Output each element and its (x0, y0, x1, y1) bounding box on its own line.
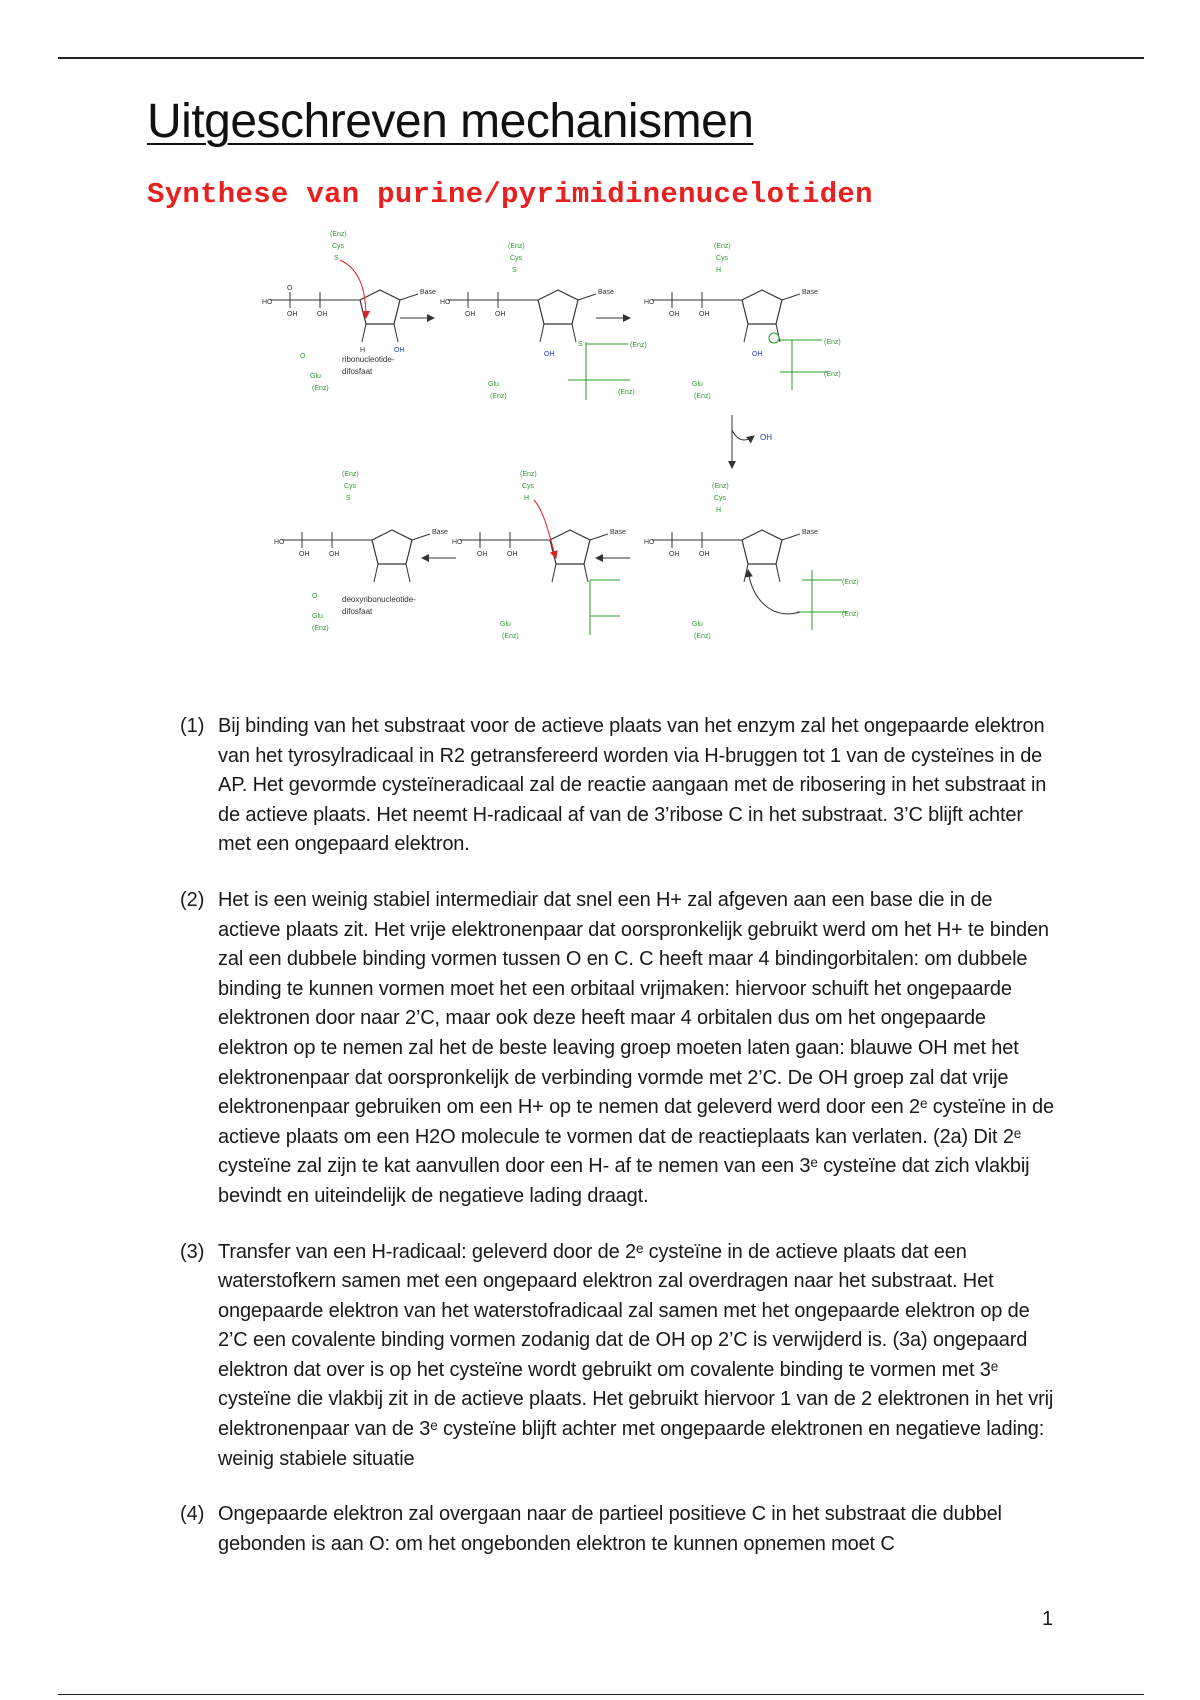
svg-text:difosfaat: difosfaat (342, 607, 373, 616)
svg-text:OH: OH (752, 351, 763, 358)
svg-text:Base: Base (598, 289, 614, 296)
svg-text:HO: HO (274, 539, 285, 546)
svg-text:OH: OH (699, 311, 710, 318)
svg-text:Cys: Cys (510, 255, 523, 262)
svg-text:OH: OH (669, 311, 680, 318)
svg-text:H: H (716, 267, 722, 274)
svg-text:OH: OH (669, 551, 680, 558)
svg-text:Base: Base (432, 529, 448, 536)
svg-text:OH: OH (507, 551, 518, 558)
svg-text:Cys: Cys (332, 243, 345, 250)
step-3 (180, 1238, 1060, 1475)
svg-text:Base: Base (802, 289, 818, 296)
svg-text:(Enz): (Enz) (694, 633, 711, 640)
svg-text:(Enz): (Enz) (330, 231, 347, 238)
svg-text:Cys: Cys (716, 255, 729, 262)
step-4 (180, 1500, 1060, 1559)
step-text: Ongepaarde elektron zal overgaan naar de partieel positieve C in het substraat die dubbel gebonden is aan O: om het ongebonden elektron te kunnen opnemen moet C (218, 1503, 1002, 1555)
svg-text:S: S (346, 495, 351, 502)
svg-text:Glu: Glu (312, 613, 323, 620)
svg-text:OH: OH (317, 311, 328, 318)
svg-text:HO: HO (452, 539, 463, 546)
svg-text:O: O (287, 285, 293, 292)
section-heading: Synthese van purine/pyrimidinenucelotiden (147, 178, 873, 211)
svg-text:OH: OH (329, 551, 340, 558)
svg-text:Cys: Cys (522, 483, 535, 490)
step-text: Transfer van een H-radicaal: geleverd door de 2ᵉ cysteïne in de actieve plaats dat een waterstofkern samen met een ongepaard elektron zal overdragen naar het substraat. Het ongepaarde elektron van het waterstofradicaal zal samen met het ongepaarde elektron op de 2’C een covalente binding vormen zodanig dat de OH op 2’C is verwijderd is. (3a) ongepaard elektron dat over is op het cysteïne wordt gebruikt om covalente binding te vormen met 3ᵉ cysteïne die vlakbij zit in de actieve plaats. Het gebruikt hiervoor 1 van de 2 elektronen in het vrij elektronenpaar van de 3ᵉ cysteïne blijft achter met ongepaarde elektronen en negatieve lading: weinig stabiele situatie (218, 1240, 1054, 1470)
step-number: (2) (180, 888, 205, 911)
svg-text:Glu: Glu (500, 621, 511, 628)
svg-text:OH: OH (544, 351, 555, 358)
svg-text:OH: OH (394, 347, 405, 354)
reaction-mechanism-figure (220, 231, 920, 680)
svg-text:HO: HO (644, 299, 655, 306)
step-2 (180, 886, 1060, 1212)
svg-text:O: O (300, 353, 306, 360)
mechanism-steps (180, 712, 1060, 1585)
svg-text:Glu: Glu (692, 381, 703, 388)
svg-text:(Enz): (Enz) (618, 389, 635, 396)
svg-text:S: S (512, 267, 517, 274)
svg-text:deoxyribonucleotide-: deoxyribonucleotide- (342, 595, 416, 604)
svg-text:OH: OH (699, 551, 710, 558)
svg-text:HO: HO (440, 299, 451, 306)
svg-text:Glu: Glu (488, 381, 499, 388)
svg-text:OH: OH (299, 551, 310, 558)
svg-text:S: S (578, 341, 583, 348)
svg-text:Cys: Cys (714, 495, 727, 502)
step-1 (180, 712, 1060, 860)
svg-text:Glu: Glu (310, 373, 321, 380)
svg-text:HO: HO (644, 539, 655, 546)
header-rule (58, 57, 1144, 59)
svg-text:(Enz): (Enz) (342, 471, 359, 478)
step-text: Bij binding van het substraat voor de actieve plaats van het enzym zal het ongepaarde elektron van het tyrosylradicaal in R2 getransfereerd worden via H-bruggen tot 1 van de cysteïnes in de AP. Het gevormde cysteïneradicaal zal de reactie aangaan met de ribosering in het substraat in de actieve plaats. Het neemt H-radicaal af van de 3’ribose C in het substraat. 3’C blijft achter met een ongepaard elektron. (218, 715, 1047, 856)
svg-text:(Enz): (Enz) (312, 625, 329, 632)
step-number: (3) (180, 1240, 205, 1263)
svg-text:(Enz): (Enz) (842, 579, 859, 586)
svg-text:S: S (334, 255, 339, 262)
svg-text:ribonucleotide-: ribonucleotide- (342, 355, 395, 364)
svg-text:(Enz): (Enz) (502, 633, 519, 640)
svg-text:(Enz): (Enz) (714, 243, 731, 250)
svg-text:(Enz): (Enz) (694, 393, 711, 400)
page-number: 1 (1042, 1608, 1054, 1630)
svg-text:(Enz): (Enz) (490, 393, 507, 400)
svg-text:(Enz): (Enz) (842, 611, 859, 618)
svg-text:Glu: Glu (692, 621, 703, 628)
step-number: (1) (180, 715, 205, 737)
svg-text:(Enz): (Enz) (712, 483, 729, 490)
svg-text:OH: OH (287, 311, 298, 318)
svg-text:(Enz): (Enz) (520, 471, 537, 478)
svg-text:(Enz): (Enz) (630, 342, 647, 349)
svg-text:OH: OH (495, 311, 506, 318)
step-number: (4) (180, 1503, 205, 1526)
svg-text:Base: Base (802, 529, 818, 536)
svg-text:HO: HO (262, 299, 273, 306)
svg-text:H: H (716, 507, 722, 514)
footer-rule (58, 1694, 1144, 1695)
page-title: Uitgeschreven mechanismen (147, 95, 754, 148)
svg-text:Cys: Cys (344, 483, 357, 490)
svg-text:OH: OH (760, 433, 772, 442)
svg-text:O: O (312, 593, 318, 600)
svg-text:H: H (360, 347, 366, 354)
svg-text:OH: OH (465, 311, 476, 318)
svg-text:H: H (524, 495, 530, 502)
svg-text:(Enz): (Enz) (508, 243, 525, 250)
step-text: Het is een weinig stabiel intermediair dat snel een H+ zal afgeven aan een base die in de actieve plaats zit. Het vrije elektronenpaar dat oorspronkelijk gebruikt werd om het H+ te binden zal een dubbele binding vormen tussen O en C. C heeft maar 4 bindingorbitalen: om dubbele binding te kunnen vormen moet het een orbitaal vrijmaken: hiervoor schuift het ongepaarde elektronen door naar 2’C, maar ook deze heeft maar 4 orbitalen dus om het ongepaarde elektron op te nemen zal het de beste leaving groep moeten laten gaan: blauwe OH met het elektronenpaar dat oorspronkelijk de verbinding vormde met 2’C. De OH groep zal dat vrije elektronenpaar gebruiken om een H+ op te nemen dat geleverd werd door een 2ᵉ cysteïne in de actieve plaats om een H2O molecule te vormen dat de reactieplaats kan verlaten. (2a) Dit 2ᵉ cysteïne zal zijn te kat aanvullen door een H- af te nemen van een 3ᵉ cysteïne dat zich vlakbij bevindt en uiteindelijk de negatieve lading draagt. (218, 888, 1054, 1207)
svg-text:Base: Base (420, 289, 436, 296)
svg-text:Base: Base (610, 529, 626, 536)
svg-text:(Enz): (Enz) (824, 339, 841, 346)
svg-text:OH: OH (477, 551, 488, 558)
svg-text:(Enz): (Enz) (824, 371, 841, 378)
svg-text:difosfaat: difosfaat (342, 367, 373, 376)
svg-text:(Enz): (Enz) (312, 385, 329, 392)
